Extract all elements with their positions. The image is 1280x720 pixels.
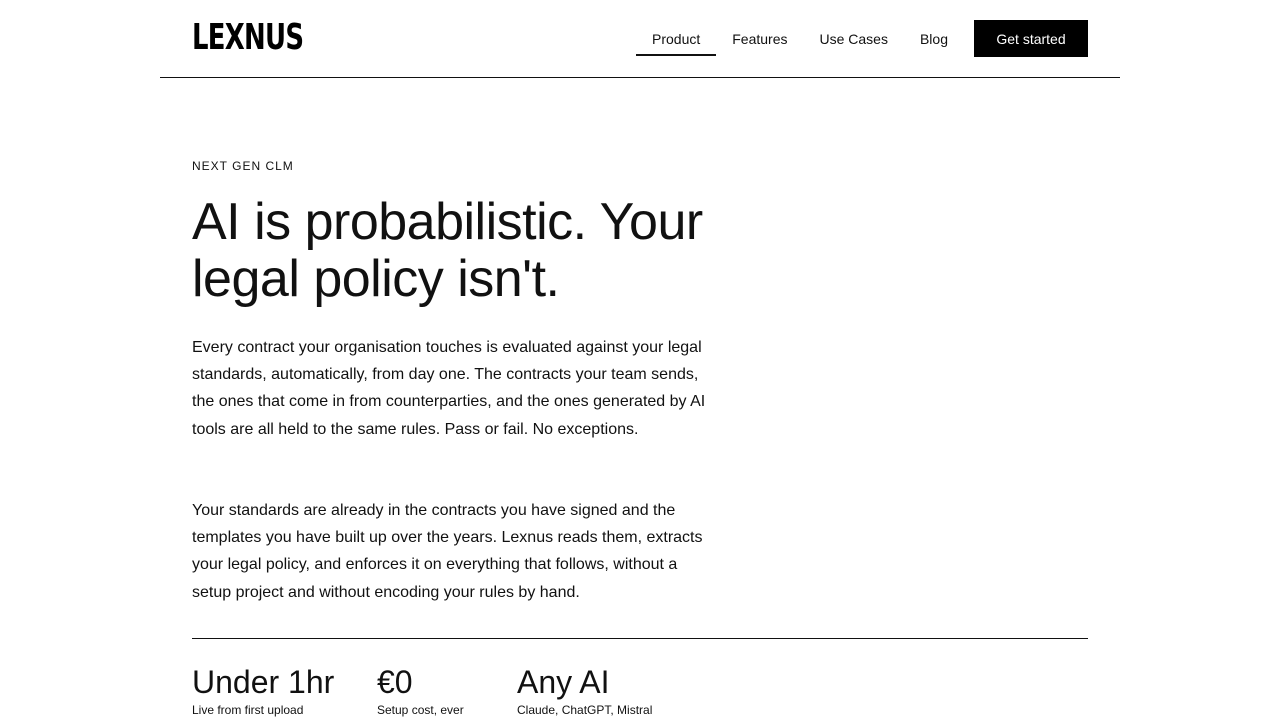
stats-divider — [192, 638, 1088, 639]
stat-label: Claude, ChatGPT, Mistral — [517, 703, 653, 717]
hero-headline: AI is probabilistic. Your legal policy isn't. — [192, 193, 703, 308]
stat-item — [192, 664, 334, 717]
site-header — [160, 0, 1120, 78]
logo[interactable]: LEXNUS — [192, 17, 304, 58]
stat-label: Setup cost, ever — [377, 703, 464, 717]
hero-paragraph-1: Every contract your organisation touches is evaluated against your legal standards, automatically, from day one. The contracts your team sends, the ones that come in from counterparties, and the ones generated by AI tools are all held to the same rules. Pass or fail. No exceptions. — [192, 339, 706, 438]
stat-item — [517, 664, 652, 717]
hero-eyebrow: NEXT GEN CLM — [192, 159, 294, 173]
stat-label: Live from first upload — [192, 703, 304, 717]
nav-item-features[interactable]: Features — [732, 30, 788, 47]
main-nav — [636, 20, 964, 57]
hero-paragraph-2: Your standards are already in the contracts you have signed and the templates you have built up over the years. Lexnus reads them, extracts your legal policy, and enforces it on everything that follows, without a setup project and without encoding your rules by hand. — [192, 502, 703, 601]
nav-item-blog[interactable]: Blog — [919, 30, 948, 47]
page-container — [160, 0, 1120, 720]
get-started-button[interactable]: Get started — [974, 20, 1088, 57]
stat-value: Any AI — [517, 664, 610, 700]
stat-value: Under 1hr — [192, 664, 335, 700]
nav-item-use-cases[interactable]: Use Cases — [819, 30, 888, 47]
nav-item-product[interactable]: Product — [636, 20, 716, 57]
stat-item — [377, 664, 464, 717]
stat-value: €0 — [377, 664, 413, 700]
